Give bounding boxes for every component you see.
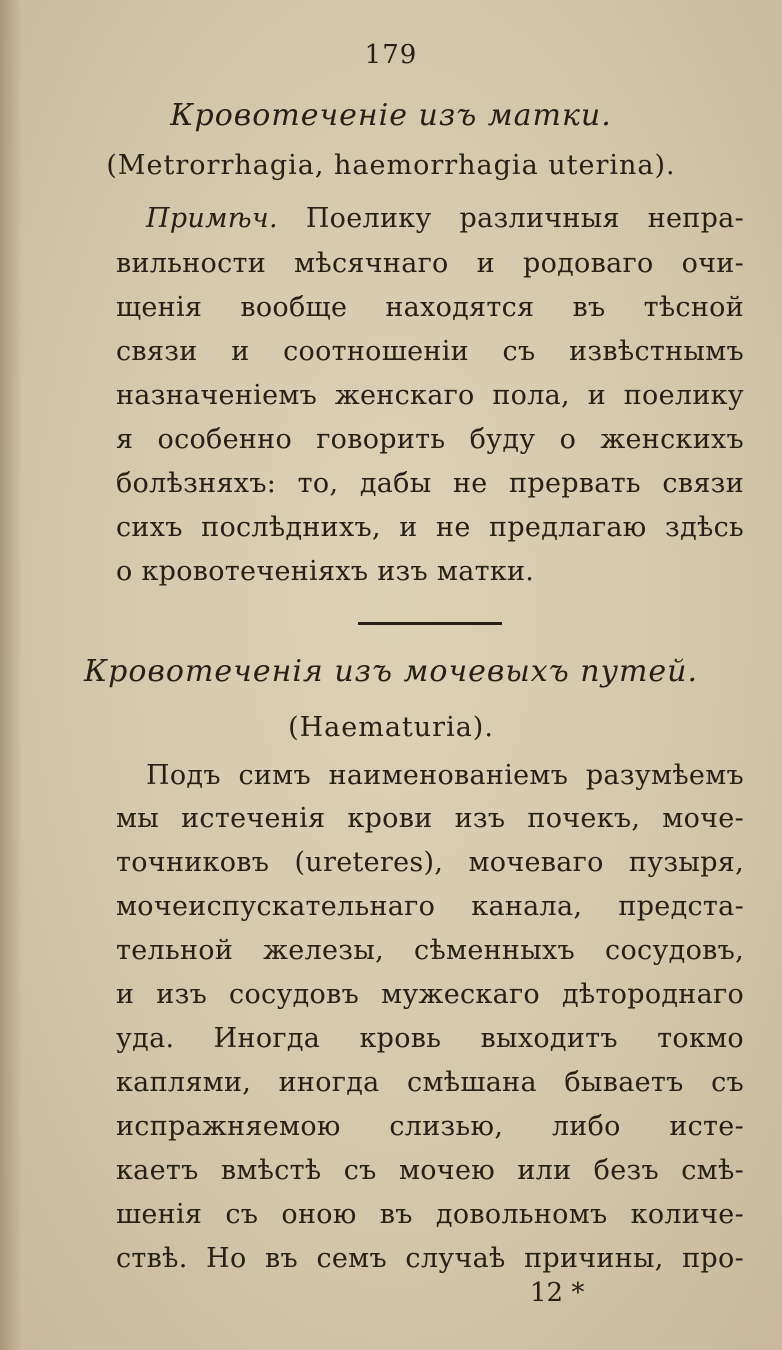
text-line: каплями, иногда смѣшана бываетъ съ <box>116 1067 744 1098</box>
text-line: и изъ сосудовъ мужескаго дѣтороднаго <box>116 979 744 1010</box>
latin-term-metrorrhagia: (Metrorrhagia, haemorrhagia uterina). <box>106 150 676 181</box>
text-line: уда. Иногда кровь выходитъ токмо <box>116 1023 744 1054</box>
section-heading-haematuria: Кровотеченія изъ мочевыхъ путей. <box>83 654 699 689</box>
text-line: каетъ вмѣстѣ съ мочею или безъ смѣ- <box>116 1155 744 1186</box>
text-line: я особенно говорить буду о женскихъ <box>116 424 744 455</box>
section-heading-metrorrhagia: Кровотеченіе изъ матки. <box>170 98 612 133</box>
text-line: точниковъ (ureteres), мочеваго пузыря, <box>116 847 744 878</box>
text-line: Примѣч. Поелику различныя непра- <box>146 203 744 234</box>
text-line: испражняемою слизью, либо исте- <box>116 1111 744 1142</box>
text-line: мочеиспускательнаго канала, предста- <box>116 891 744 922</box>
text-line: Подъ симъ наименованіемъ разумѣемъ <box>146 760 744 791</box>
text-line: вильности мѣсячнаго и родоваго очи- <box>116 248 744 279</box>
text-line: назначеніемъ женскаго пола, и поелику <box>116 380 744 411</box>
text-line: связи и соотношеніи съ извѣстнымъ <box>116 336 744 367</box>
text-line: сихъ послѣднихъ, и не предлагаю здѣсь <box>116 512 744 543</box>
printer-signature-mark: 12 * <box>530 1278 585 1308</box>
text-line: болѣзняхъ: то, дабы не прервать связи <box>116 468 744 499</box>
text-line: щенія вообще находятся въ тѣсной <box>116 292 744 323</box>
text-line: тельной железы, сѣменныхъ сосудовъ, <box>116 935 744 966</box>
text-line: мы истеченія крови изъ почекъ, моче- <box>116 803 744 834</box>
section-divider <box>358 622 502 625</box>
latin-term-haematuria: (Haematuria). <box>288 712 494 743</box>
text-line: шенія съ оною въ довольномъ количе- <box>116 1199 744 1230</box>
page-number: 179 <box>364 40 418 70</box>
text-line: ствѣ. Но въ семъ случаѣ причины, про- <box>116 1243 744 1274</box>
note-lead-word: Примѣч. <box>146 203 278 234</box>
text-line: о кровотеченіяхъ изъ матки. <box>116 556 535 587</box>
